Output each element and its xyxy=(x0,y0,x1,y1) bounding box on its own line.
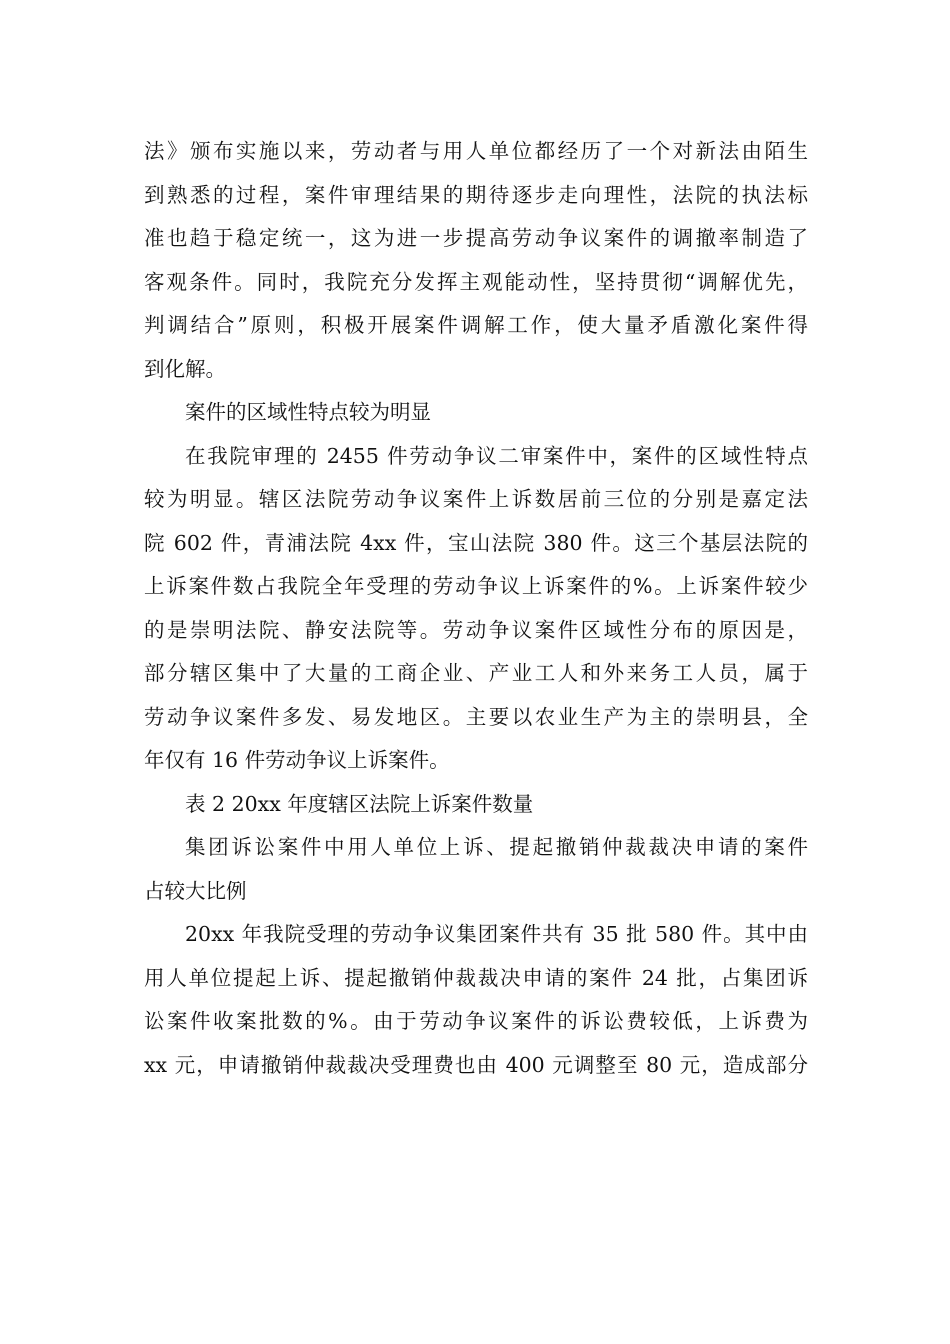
text-line: 客观条件。同时，我院充分发挥主观能动性，坚持贯彻“调解优先， xyxy=(144,269,808,294)
table-caption: 表 2 20xx 年度辖区法院上诉案件数量 xyxy=(185,791,534,816)
text-line: 劳动争议案件多发、易发地区。主要以农业生产为主的崇明县，全 xyxy=(144,704,808,729)
text-line: 20xx 年我院受理的劳动争议集团案件共有 35 批 580 件。其中由 xyxy=(185,922,808,946)
document-body xyxy=(144,130,808,1087)
text-line: 准也趋于稳定统一，这为进一步提高劳动争议案件的调撤率制造了 xyxy=(144,226,808,250)
text-line: 院 602 件，青浦法院 4xx 件，宝山法院 380 件。这三个基层法院的 xyxy=(144,530,808,555)
text-line: 上诉案件数占我院全年受理的劳动争议上诉案件的%。上诉案件较少 xyxy=(144,574,808,598)
text-line: 在我院审理的 2455 件劳动争议二审案件中，案件的区域性特点 xyxy=(185,443,808,468)
text-line: 法》颁布实施以来，劳动者与用人单位都经历了一个对新法由陌生 xyxy=(144,139,808,163)
text-line: 较为明显。辖区法院劳动争议案件上诉数居前三位的分别是嘉定法 xyxy=(144,487,808,511)
section-heading: 案件的区域性特点较为明显 xyxy=(185,400,431,424)
text-line: 用人单位提起上诉、提起撤销仲裁裁决申请的案件 24 批，占集团诉 xyxy=(144,965,808,990)
text-line: 的是崇明法院、静安法院等。劳动争议案件区域性分布的原因是， xyxy=(144,617,808,642)
text-line: 到化解。 xyxy=(144,356,226,381)
text-line: 判调结合”原则，积极开展案件调解工作，使大量矛盾激化案件得 xyxy=(144,313,808,337)
text-line: 到熟悉的过程，案件审理结果的期待逐步走向理性，法院的执法标 xyxy=(144,182,808,207)
text-line: xx 元，申请撤销仲裁裁决受理费也由 400 元调整至 80 元，造成部分 xyxy=(144,1052,808,1077)
text-line: 年仅有 16 件劳动争议上诉案件。 xyxy=(144,748,450,772)
text-line: 讼案件收案批数的%。由于劳动争议案件的诉讼费较低，上诉费为 xyxy=(144,1009,808,1033)
section-heading: 集团诉讼案件中用人单位上诉、提起撤销仲裁裁决申请的案件 xyxy=(185,835,808,859)
section-heading: 占较大比例 xyxy=(144,878,247,903)
text-line: 部分辖区集中了大量的工商企业、产业工人和外来务工人员，属于 xyxy=(144,661,808,685)
